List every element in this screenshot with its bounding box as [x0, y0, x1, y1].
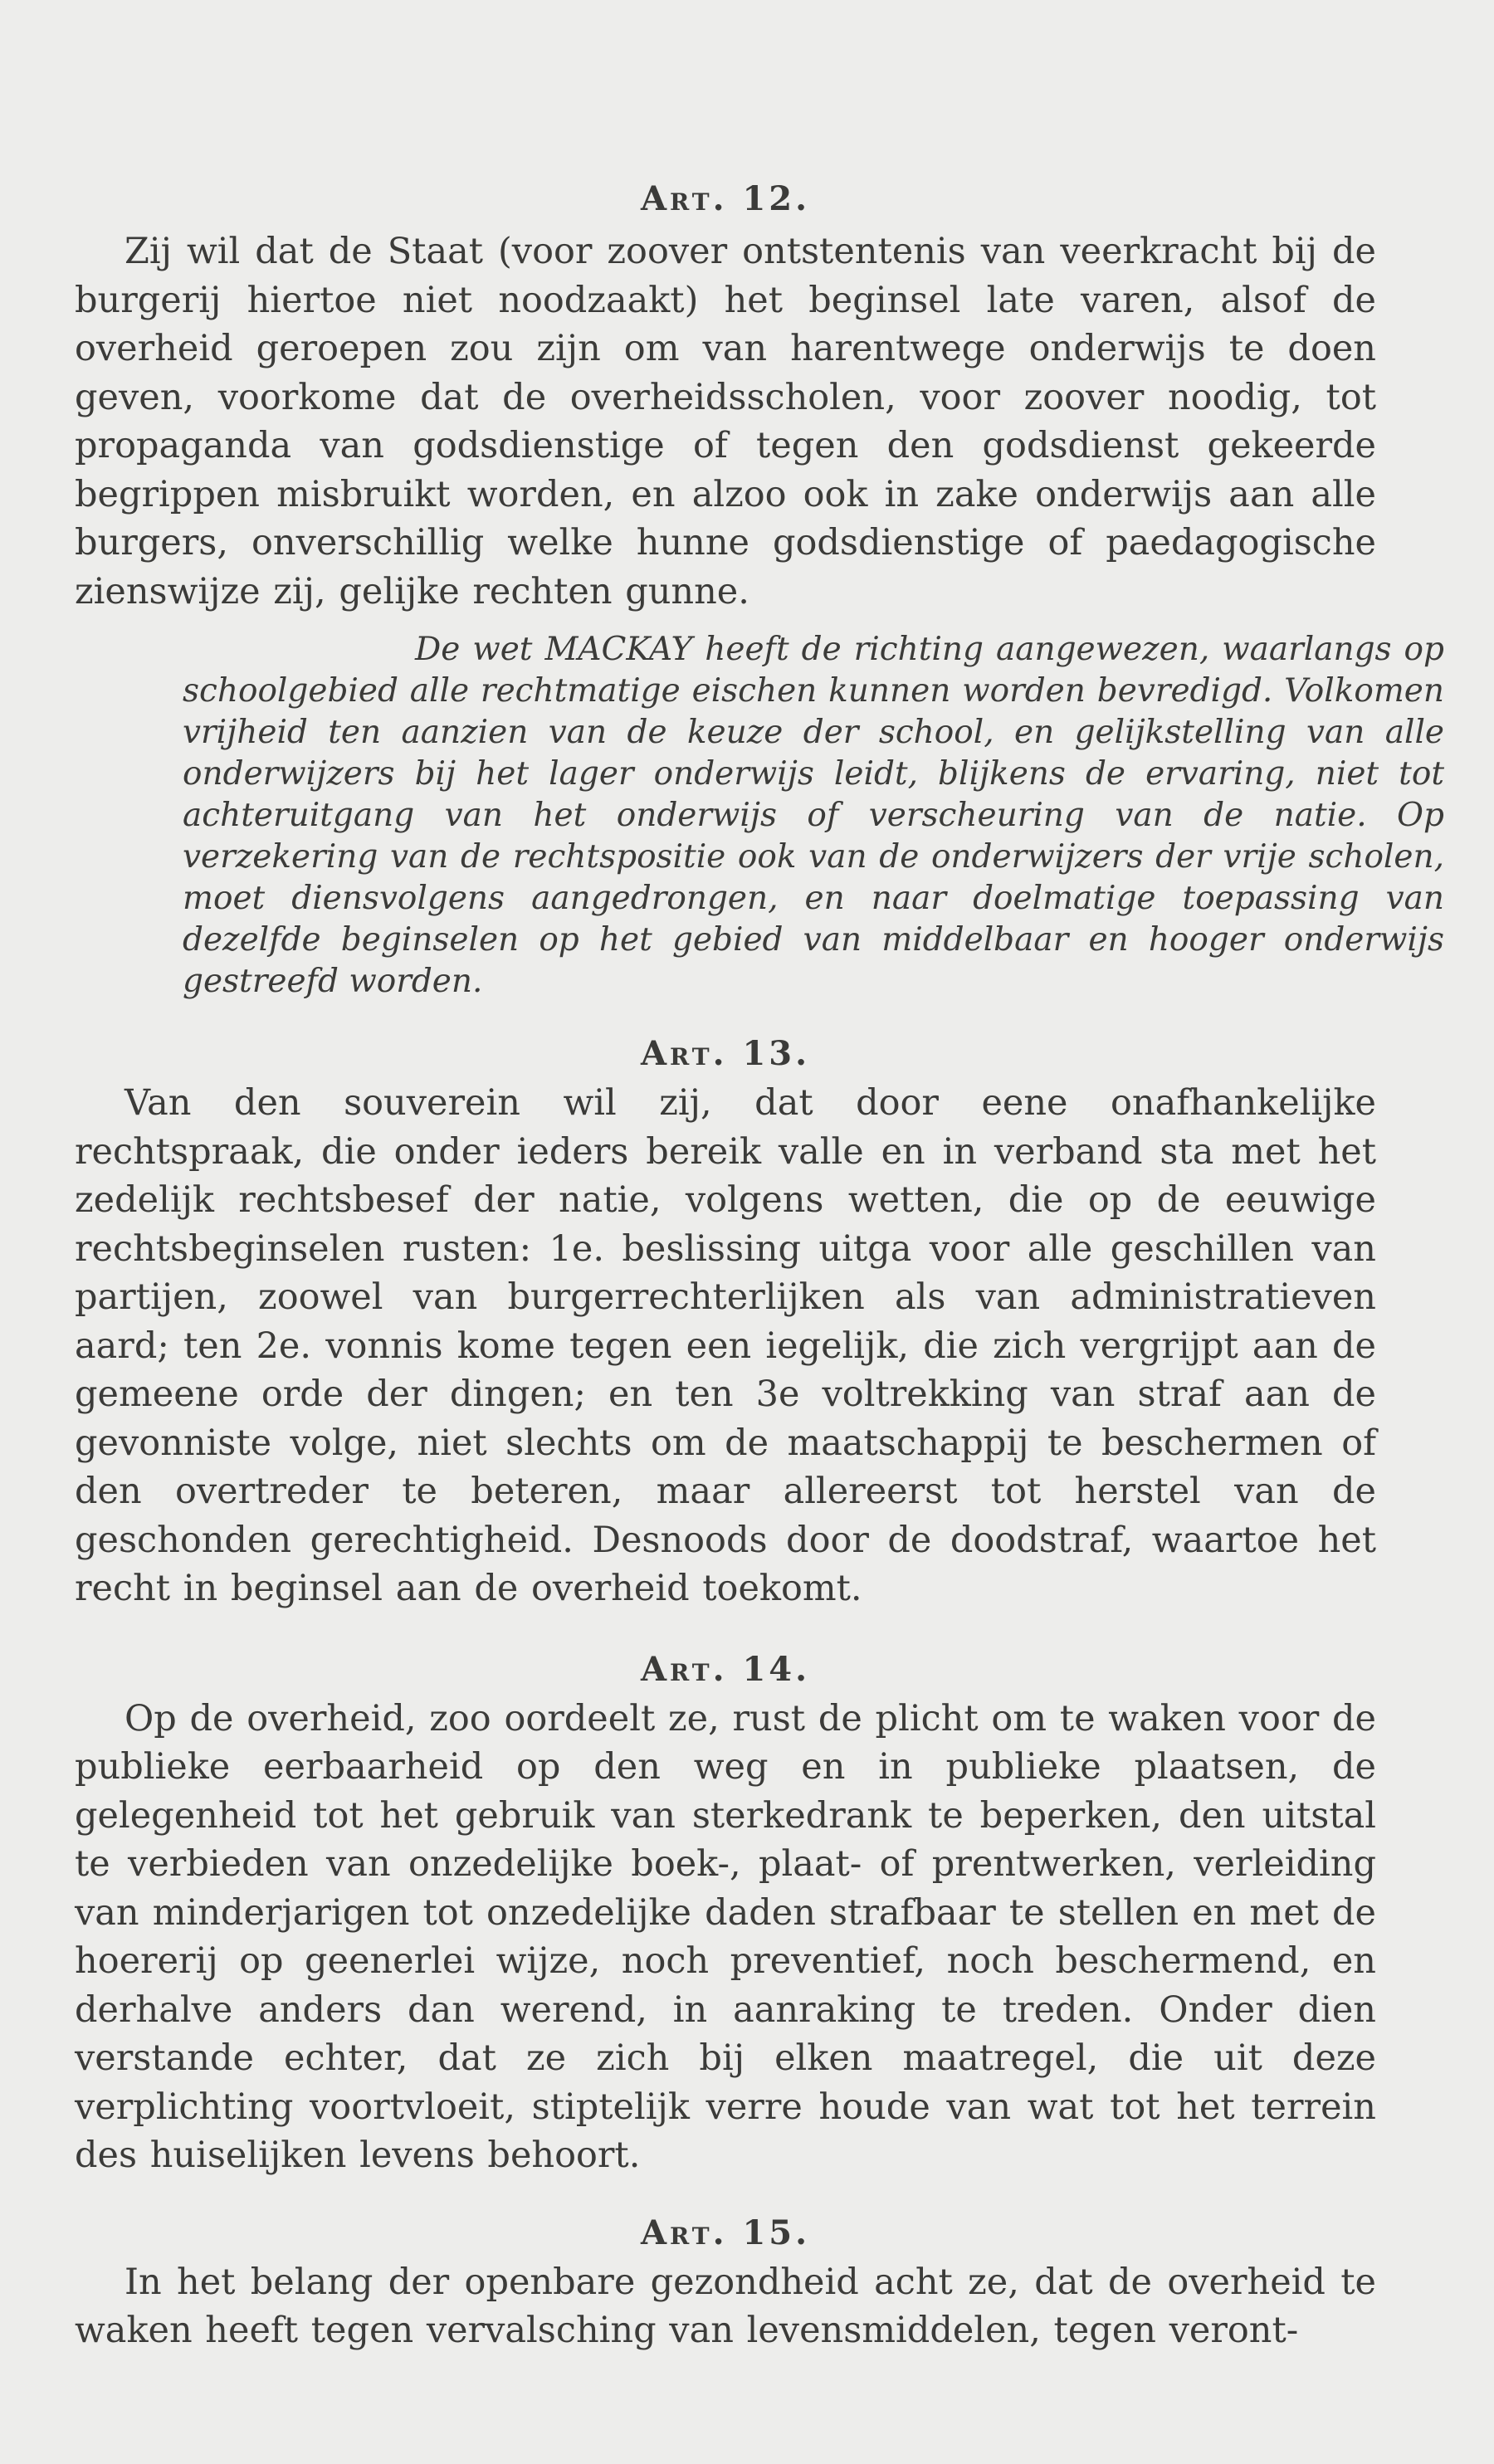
- article-13-text: Van den souverein wil zij, dat door eene onafhankelijke rechtspraak, die onder ieders bereik valle en in verband sta met het zedelijk rechtsbesef der natie, volgens wetten, die op de eeuwige rechtsbeginselen rusten: 1e. beslissing uitga voor alle geschillen van partijen, zoowel van burgerrechterlijken als van administratieven aard; ten 2e. vonnis kome tegen een iegelijk, die zich vergrijpt aan de gemeene orde der dingen; en ten 3e voltrekking van straf aan de gevonniste volge, niet slechts om de maatschappij te beschermen of den overtreder te beteren, maar allereerst tot herstel van de geschonden gerechtigheid. Desnoods door de doodstraf, waartoe het recht in beginsel aan de overheid toekomt.: [75, 1082, 1376, 1609]
- article-13-heading: Art. 13.: [640, 1034, 811, 1073]
- article-15-heading: Art. 15.: [640, 2213, 811, 2252]
- article-12-heading: Art. 12.: [640, 179, 811, 218]
- article-14-heading: Art. 14.: [640, 1649, 811, 1689]
- article-15-text: In het belang der openbare gezondheid acht ze, dat de overheid te waken heeft tegen vervalsching van levensmiddelen, tegen veront-: [75, 2261, 1376, 2351]
- article-14-text: Op de overheid, zoo oordeelt ze, rust de plicht om te waken voor de publieke eerbaarheid op den weg en in publieke plaatsen, de gelegenheid tot het gebruik van sterkedrank te beperken, den uitstal te verbieden van onzedelijke boek-, plaat- of prentwerken, verleiding van minderjarigen tot onzedelijke daden strafbaar te stellen en met de hoererij op geenerlei wijze, noch preventief, noch beschermend, en derhalve anders dan werend, in aanraking te treden. Onder dien verstande echter, dat ze zich bij elken maatregel, die uit deze verplichting voortvloeit, stiptelijk verre houde van wat tot het terrein des huiselijken levens behoort.: [75, 1697, 1376, 2176]
- article-12-text: Zij wil dat de Staat (voor zoover ontstentenis van veerkracht bij de burgerij hiertoe niet noodzaakt) het beginsel late varen, alsof de overheid geroepen zou zijn om van harentwege onderwijs te doen geven, voorkome dat de overheidsscholen, voor zoover noodig, tot propaganda van godsdienstige of tegen den godsdienst gekeerde begrippen misbruikt worden, en alzoo ook in zake onderwijs aan alle burgers, onverschillig welke hunne godsdienstige of paedagogische zienswijze zij, gelijke rechten gunne.: [75, 231, 1376, 612]
- article-12-commentary: De wet MACKAY heeft de richting aangewezen, waarlangs op schoolgebied alle rechtmatige eischen kunnen worden bevredigd. Volkomen vrijheid ten aanzien van de keuze der school, en gelijkstelling van alle onderwijzers bij het lager onderwijs leidt, blijkens de ervaring, niet tot achteruitgang van het onderwijs of verscheuring van de natie. Op verzekering van de rechtspositie ook van de onderwijzers der vrije scholen, moet diensvolgens aangedrongen, en naar doelmatige toepassing van dezelfde beginselen op het gebied van middelbaar en hooger onderwijs gestreefd worden.: [183, 631, 1444, 1000]
- document-page: [75, 176, 1444, 2355]
